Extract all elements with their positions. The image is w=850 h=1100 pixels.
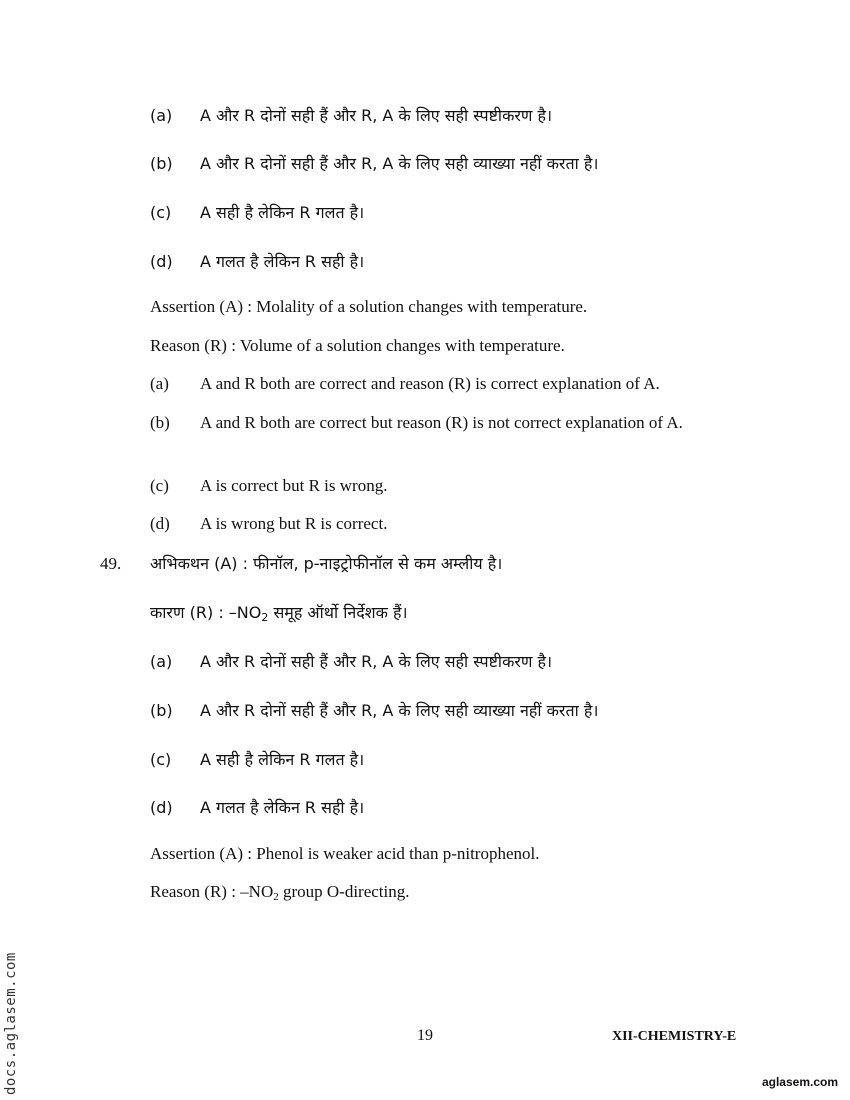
option-label: (b) [150,154,173,173]
option-row [0,411,850,461]
option-label: (b) [150,701,173,720]
option-label: (a) [150,106,173,125]
reason-text-hindi: कारण (R) : $-NO_2$ समूह ऑर्थो निर्देशक हैं। [150,603,408,624]
option-label: (c) [150,750,172,769]
option-text: A and R both are correct and reason (R) is correct explanation of A. [200,374,660,393]
option-text: A सही है लेकिन R गलत है। [200,203,365,222]
option-text: A is wrong but R is correct. [200,514,388,533]
assertion-text: Assertion (A) : Molality of a solution changes with temperature. [150,297,588,316]
option-label: (d) [150,798,173,817]
option-text: A और R दोनों सही हैं और R, A के लिए सही स्पष्टीकरण है। [200,652,553,671]
page-number: 19 [417,1027,433,1044]
reason-text: Reason (R) : Volume of a solution changes with temperature. [150,336,565,355]
option-label: (d) [150,252,173,271]
brand-logo-text: aglasem.com [761,1075,838,1089]
paper-code: XII-CHEMISTRY-E [612,1029,737,1044]
assertion-text-hindi: अभिकथन (A) : फीनॉल, p-नाइट्रोफीनॉल से कम अम्लीय है। [150,554,503,573]
option-label: (b) [150,413,170,432]
option-label: (a) [150,374,169,393]
option-text: A गलत है लेकिन R सही है। [200,798,365,817]
option-text: A सही है लेकिन R गलत है। [200,750,365,769]
option-text: A और R दोनों सही हैं और R, A के लिए सही व्याख्या नहीं करता है। [200,701,599,720]
question-number: 49. [100,554,122,573]
option-text: A और R दोनों सही हैं और R, A के लिए सही स्पष्टीकरण है। [200,106,553,125]
reason-text: Reason (R) : $-NO_2$ group O-directing. [150,882,410,903]
assertion-text: Assertion (A) : Phenol is weaker acid than p-nitrophenol. [150,844,540,863]
option-label: (c) [150,476,169,495]
option-text: A and R both are correct but reason (R) is not correct explanation of A. [200,413,683,432]
option-label: (a) [150,652,173,671]
option-label: (c) [150,203,172,222]
option-text: A और R दोनों सही हैं और R, A के लिए सही व्याख्या नहीं करता है। [200,154,599,173]
option-label: (d) [150,514,170,533]
option-text: A is correct but R is wrong. [200,476,388,495]
option-text: A गलत है लेकिन R सही है। [200,252,365,271]
watermark-text: docs.aglasem.com [3,952,19,1095]
